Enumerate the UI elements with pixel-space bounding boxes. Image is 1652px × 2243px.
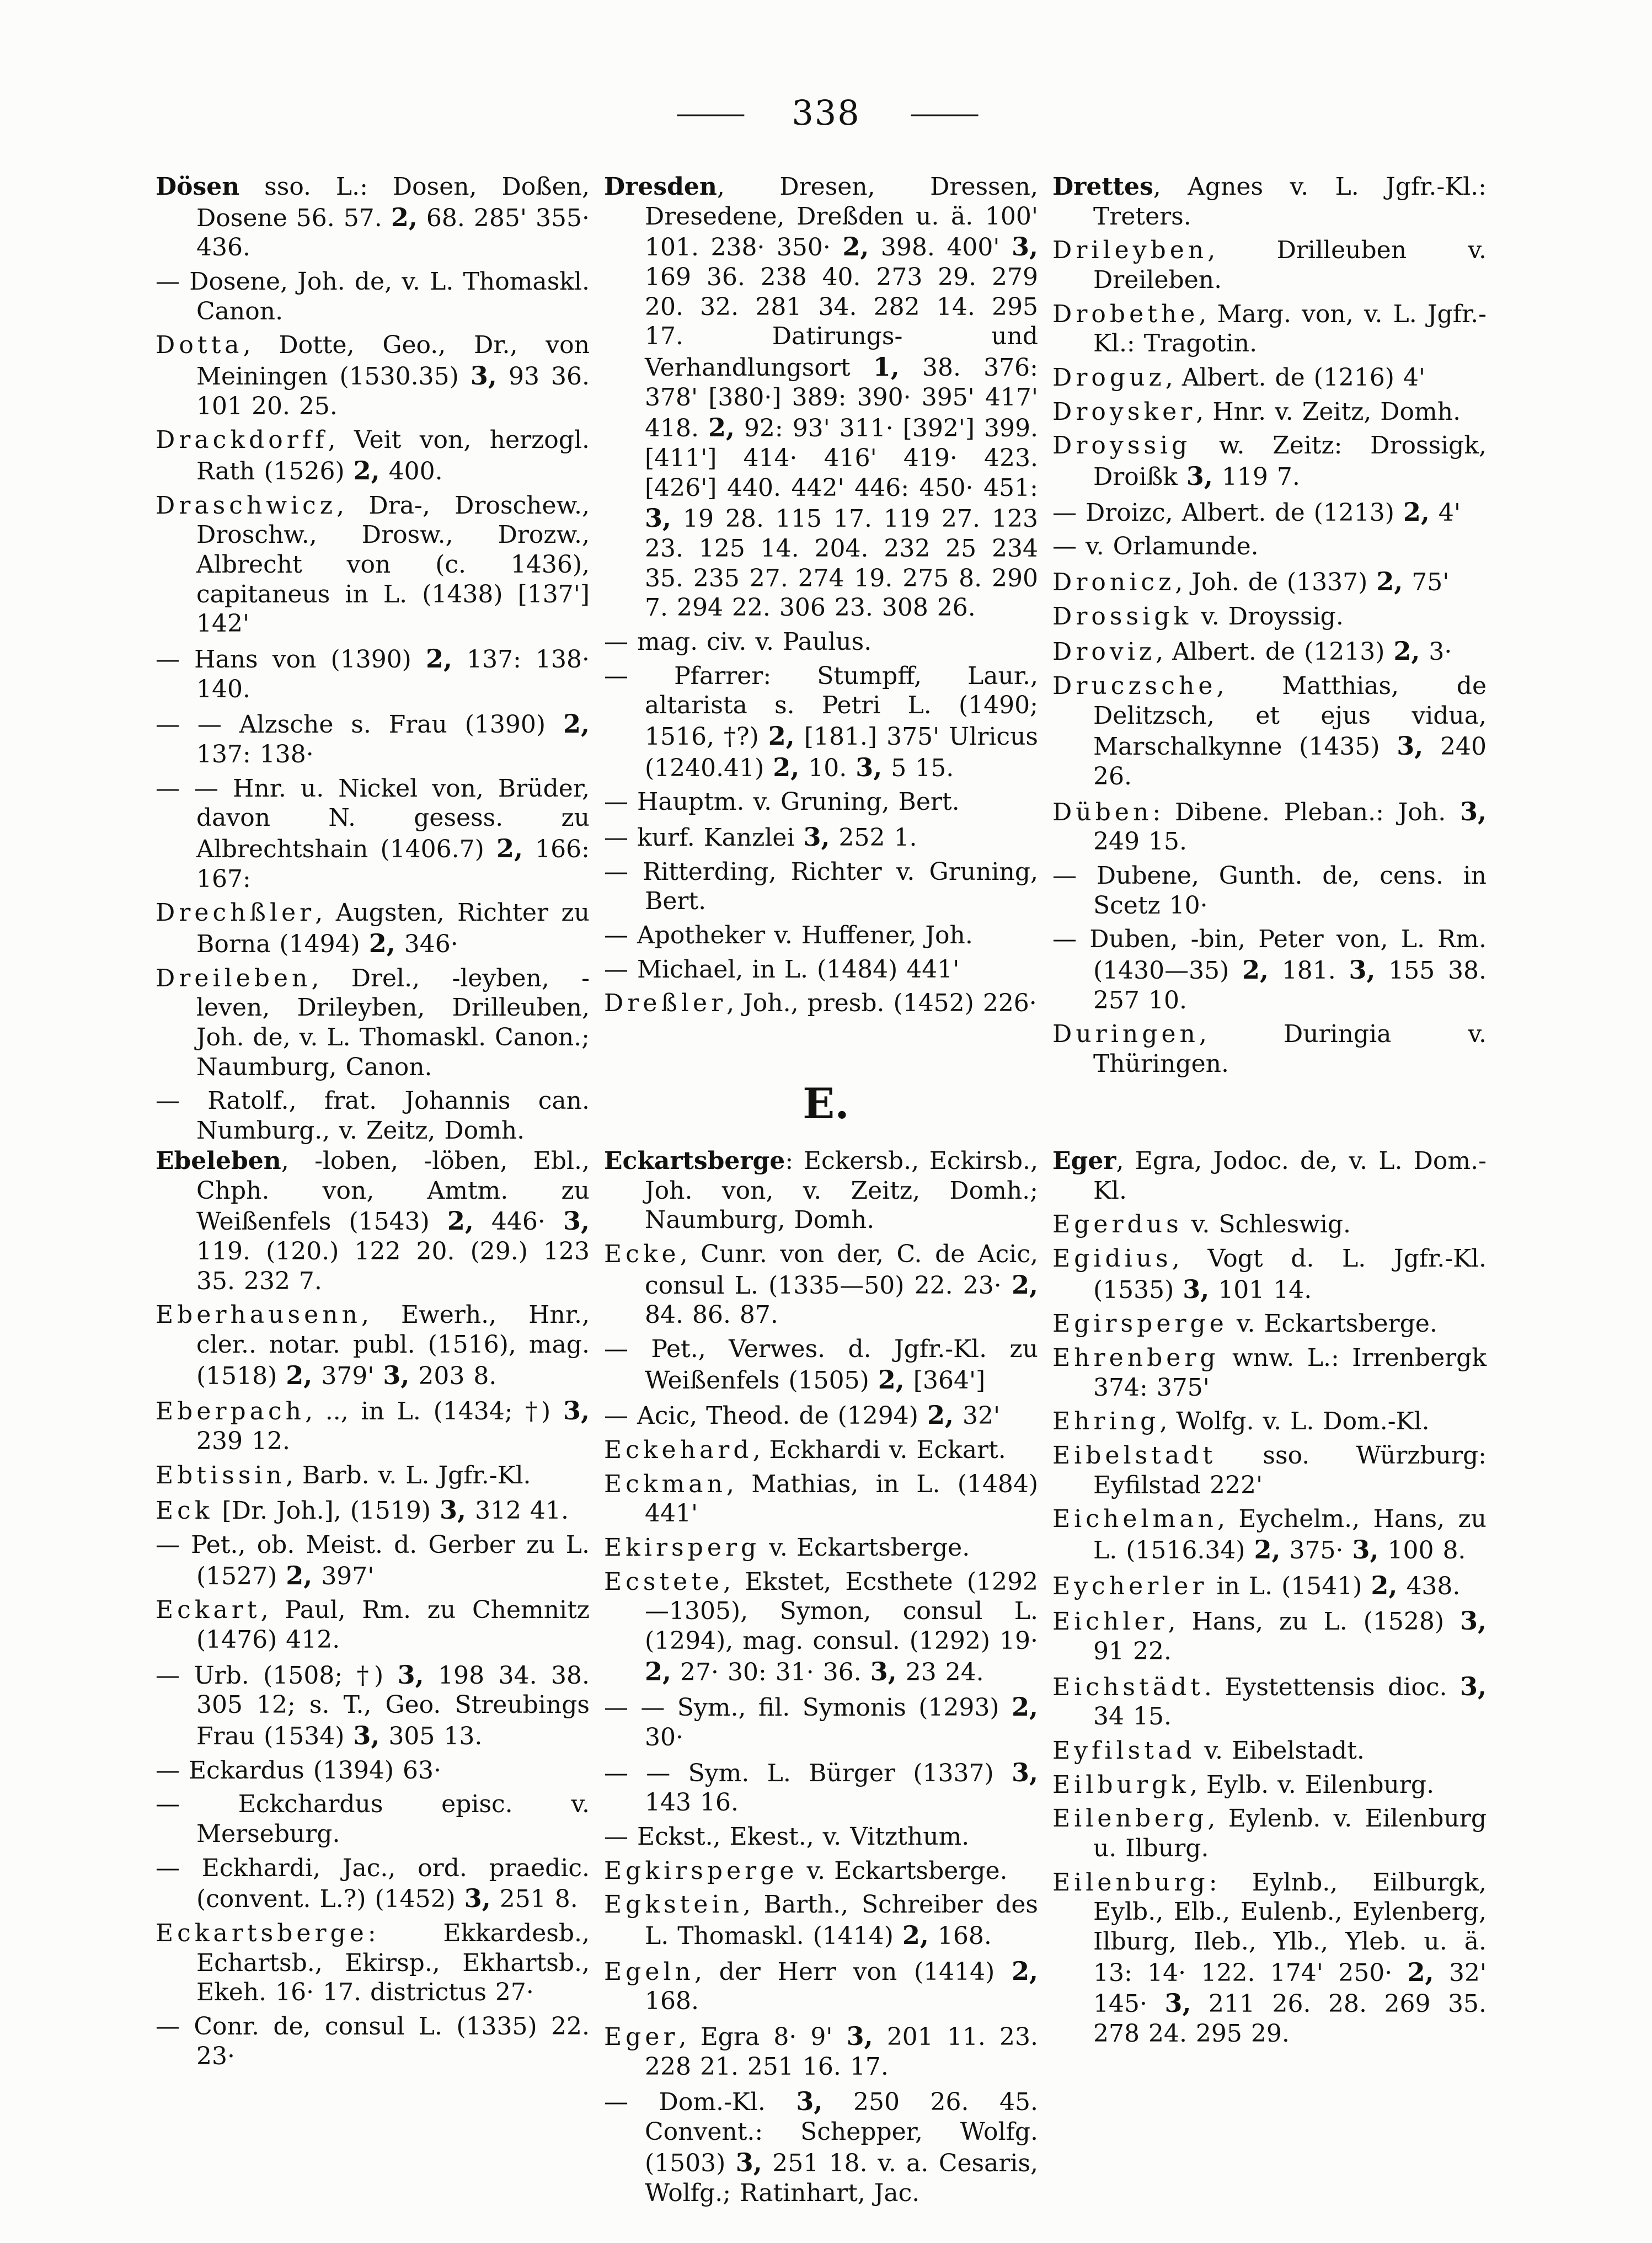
index-entry: [604, 1691, 1038, 1752]
index-entry: [1052, 566, 1487, 597]
entry-headword: Eckehard: [604, 1436, 753, 1465]
entry-headword: Droyssig: [1052, 431, 1191, 460]
entry-text: , Albert. de (1213) 2, 3·: [1156, 636, 1452, 666]
entry-text: , Wolfg. v. L. Dom.-Kl.: [1159, 1407, 1430, 1436]
entry-headword: Drettes: [1052, 173, 1153, 201]
entry-text: — Eckardus (1394) 63·: [156, 1756, 442, 1785]
entry-headword: Droviz: [1052, 638, 1156, 666]
entry-headword: Egkstein: [604, 1890, 743, 1919]
entry-text: — Duben, -bin, Peter von, L. Rm. (1430—35) 2, 181. 3, 155 38. 257 10.: [1052, 925, 1487, 1014]
index-entry: [156, 1461, 590, 1491]
index-entry: [604, 1956, 1038, 2016]
header-rule-right: ———: [910, 98, 976, 128]
page-header: [0, 93, 1652, 133]
entry-text: — — Sym., fil. Symonis (1293) 2, 30·: [604, 1692, 1038, 1752]
index-entry: [1052, 1570, 1487, 1601]
index-column-1: [156, 172, 590, 1150]
header-rule-left: ———: [676, 98, 742, 128]
index-entry: [1052, 397, 1487, 427]
index-entry: [604, 1856, 1038, 1886]
entry-text: , Mathias, in L. (1484) 441': [645, 1470, 1038, 1528]
index-entry: [156, 1756, 590, 1786]
index-entry: [604, 921, 1038, 950]
entry-text: , Egra, Jodoc. de, v. L. Dom.-Kl.: [1093, 1147, 1487, 1205]
entry-headword: Eckman: [604, 1470, 726, 1498]
entry-text: , Cunr. von der, C. de Acic, consul L. (1335—50) 22. 23· 2, 84. 86. 87.: [645, 1240, 1038, 1329]
entry-text: — Ratolf., frat. Johannis can. Numburg., v. Zeitz, Domh.: [156, 1087, 590, 1145]
index-entry: [604, 2021, 1038, 2081]
index-section-e: [156, 1146, 1487, 2212]
entry-headword: Ecke: [604, 1240, 680, 1269]
index-entry: [604, 989, 1038, 1018]
entry-text: , -loben, -löben, Ebl., Chph. von, Amtm. zu Weißenfels (1543) 2, 446· 3, 119. (120.) 122 20. (29.) 123 35. 232 7.: [196, 1147, 590, 1295]
index-entry: [1052, 925, 1487, 1015]
index-entry: [1052, 1019, 1487, 1078]
entry-text: , Joh., presb. (1452) 226·: [726, 989, 1037, 1018]
index-entry: [1052, 1146, 1487, 1205]
entry-headword: Eger: [1052, 1147, 1116, 1175]
index-entry: [1052, 1441, 1487, 1500]
entry-text: — Dosene, Joh. de, v. L. Thomaskl. Canon.: [156, 268, 590, 325]
entry-text: — Droizc, Albert. de (1213) 2, 4': [1052, 496, 1461, 527]
entry-headword: Eibelstadt: [1052, 1441, 1217, 1470]
entry-text: , Vogt d. L. Jgfr.-Kl. (1535) 3, 101 14.: [1093, 1245, 1487, 1304]
entry-text: , Hnr. v. Zeitz, Domh.: [1196, 397, 1461, 426]
index-entry: [604, 1334, 1038, 1395]
index-entry: [1052, 300, 1487, 359]
entry-text: : Eckersb., Eckirsb., Joh. von, v. Zeitz, Domh.; Naumburg, Domh.: [645, 1147, 1038, 1235]
entry-text: — Conr. de, consul L. (1335) 22. 23·: [156, 2012, 590, 2070]
index-entry: [1052, 1504, 1487, 1565]
section-heading-e: E.: [803, 1079, 849, 1128]
index-entry: [1052, 532, 1487, 562]
index-entry: [156, 2012, 590, 2071]
index-entry: [156, 643, 590, 704]
entry-text: v. Schleswig.: [1182, 1210, 1351, 1239]
index-entry: [604, 1146, 1038, 1235]
index-entry: [156, 774, 590, 894]
entry-text: , Dotte, Geo., Dr., von Meiningen (1530.35) 3, 93 36. 101 20. 25.: [196, 331, 590, 420]
index-entry: [604, 1533, 1038, 1563]
entry-headword: Drechßler: [156, 899, 316, 927]
index-entry: [156, 1530, 590, 1591]
index-entry: [1052, 635, 1487, 667]
index-entry: [156, 1595, 590, 1654]
entry-text: , Agnes v. L. Jgfr.-Kl.: Treters.: [1093, 173, 1487, 231]
entry-text: v. Eckartsberge.: [798, 1856, 1008, 1885]
entry-text: , Drel., -leyben, -leven, Drileyben, Drilleuben, Joh. de, v. L. Thomaskl. Canon.; Naumburg, Canon.: [196, 964, 590, 1081]
entry-text: [Dr. Joh.], (1519) 3, 312 41.: [213, 1495, 569, 1525]
entry-text: — kurf. Kanzlei 3, 252 1.: [604, 822, 917, 852]
entry-headword: Drileyben: [1052, 236, 1208, 265]
entry-headword: Ebeleben: [156, 1147, 281, 1175]
page-number: 338: [792, 93, 860, 133]
entry-text: , Joh. de (1337) 2, 75': [1175, 567, 1450, 597]
index-entry: [1052, 1244, 1487, 1305]
entry-headword: Droguz: [1052, 364, 1166, 392]
index-entry: [1052, 1605, 1487, 1666]
entry-text: — — Alzsche s. Frau (1390) 2, 137: 138·: [156, 709, 590, 769]
entry-text: w. Zeitz: Drossigk, Droißk 3, 119 7.: [1093, 431, 1487, 492]
entry-headword: Drobethe: [1052, 300, 1199, 328]
entry-text: , Veit von, herzogl. Rath (1526) 2, 400.: [196, 426, 590, 486]
entry-headword: Dotta: [156, 331, 243, 360]
index-entry: [604, 2086, 1038, 2208]
entry-text: . Eystettensis dioc. 3, 34 15.: [1093, 1671, 1487, 1731]
index-entry: [604, 1822, 1038, 1852]
entry-headword: Draschwicz: [156, 491, 337, 520]
index-entry: [1052, 1868, 1487, 2049]
entry-text: , Matthias, de Delitzsch, et ejus vidua, Marschalkynne (1435) 3, 240 26.: [1093, 672, 1487, 791]
entry-text: in L. (1541) 2, 438.: [1207, 1570, 1461, 1600]
entry-text: , Augsten, Richter zu Borna (1494) 2, 346·: [196, 899, 590, 959]
entry-text: — Apotheker v. Huffener, Joh.: [604, 921, 973, 950]
entry-text: v. Eibelstadt.: [1195, 1737, 1365, 1765]
index-entry: [1052, 172, 1487, 231]
index-section-d: [156, 172, 1487, 1150]
entry-text: — Acic, Theod. de (1294) 2, 32': [604, 1400, 1001, 1430]
entry-text: v. Eckartsberge.: [760, 1534, 970, 1562]
index-entry: [156, 964, 590, 1082]
entry-headword: Eichelman: [1052, 1505, 1217, 1534]
index-entry: [156, 491, 590, 639]
index-entry: [604, 1567, 1038, 1687]
entry-headword: Eckart: [156, 1596, 261, 1625]
entry-headword: Dreßler: [604, 989, 727, 1018]
entry-headword: Eyfilstad: [1052, 1737, 1196, 1765]
entry-headword: Eckartsberge: [156, 1919, 368, 1948]
entry-text: wnw. L.: Irrenbergk 374: 375': [1093, 1344, 1487, 1402]
index-entry: [604, 821, 1038, 853]
index-column-3: [1052, 172, 1487, 1150]
entry-headword: Ebtissin: [156, 1461, 286, 1489]
entry-text: : Dibene. Pleban.: Joh. 3, 249 15.: [1093, 796, 1487, 856]
index-entry: [604, 627, 1038, 657]
entry-text: — Eckst., Ekest., v. Vitzthum.: [604, 1823, 970, 1851]
index-entry: [156, 172, 590, 263]
entry-headword: Drackdorff: [156, 426, 328, 455]
entry-headword: Egerdus: [1052, 1210, 1183, 1239]
entry-headword: Ekirsperg: [604, 1534, 761, 1562]
entry-text: , Eckhardi v. Eckart.: [752, 1436, 1006, 1465]
index-entry: [1052, 602, 1487, 632]
index-entry: [604, 1890, 1038, 1951]
entry-text: — — Hnr. u. Nickel von, Brüder, davon N. gesess. zu Albrechtshain (1406.7) 2, 166: 167:: [156, 774, 590, 893]
index-entry: [604, 172, 1038, 623]
index-entry: [156, 1790, 590, 1849]
entry-text: v. Eckartsberge.: [1227, 1310, 1437, 1338]
entry-text: — Pet., Verwes. d. Jgfr.-Kl. zu Weißenfels (1505) 2, [364']: [604, 1335, 1038, 1395]
entry-headword: Eilenburg: [1052, 1868, 1209, 1897]
index-entry: [156, 1659, 590, 1751]
entry-text: , Hans, zu L. (1528) 3, 91 22.: [1093, 1606, 1487, 1666]
index-entry: [1052, 796, 1487, 857]
entry-headword: Eycherler: [1052, 1572, 1208, 1600]
index-entry: [1052, 671, 1487, 792]
index-entry: [1052, 861, 1487, 920]
entry-headword: Eichstädt: [1052, 1673, 1204, 1701]
entry-text: , .., in L. (1434; †) 3, 239 12.: [196, 1396, 590, 1456]
index-entry: [156, 898, 590, 959]
index-entry: [156, 267, 590, 326]
index-column-1: [156, 1146, 590, 2212]
entry-headword: Eckartsberge: [604, 1147, 785, 1175]
entry-text: , Eychelm., Hans, zu L. (1516.34) 2, 375· 3, 100 8.: [1093, 1505, 1487, 1565]
index-entry: [1052, 236, 1487, 295]
entry-headword: Ehrenberg: [1052, 1344, 1220, 1372]
entry-text: — Dubene, Gunth. de, cens. in Scetz 10·: [1052, 862, 1487, 920]
entry-text: : Eylnb., Eilburgk, Eylb., Elb., Eulenb., Eylenberg, Ilburg, Ileb., Ylb., Yleb. u. ä. 13: 14· 122. 174' 250· 2, 32' 145· 3, 211 26. 28. 269 35. 278 24. 295 29.: [1093, 1868, 1487, 2048]
entry-text: — Eckchardus episc. v. Merseburg.: [156, 1790, 590, 1849]
entry-text: , Egra 8· 9' 3, 201 11. 23. 228 21. 251 16. 17.: [645, 2021, 1038, 2081]
index-entry: [1052, 431, 1487, 492]
index-entry: [1052, 1407, 1487, 1436]
index-entry: [1052, 1804, 1487, 1863]
index-entry: [604, 661, 1038, 783]
entry-headword: Ecstete: [604, 1567, 724, 1596]
entry-text: — Ritterding, Richter v. Gruning, Bert.: [604, 857, 1038, 916]
entry-headword: Eilburgk: [1052, 1770, 1190, 1799]
index-entry: [604, 787, 1038, 817]
index-entry: [156, 708, 590, 769]
entry-text: — Hauptm. v. Gruning, Bert.: [604, 788, 960, 816]
index-column-2: [604, 172, 1038, 1150]
index-column-2: [604, 1146, 1038, 2212]
index-entry: [1052, 1210, 1487, 1240]
entry-text: , Marg. von, v. L. Jgfr.-Kl.: Tragotin.: [1093, 300, 1487, 358]
index-entry: [156, 1494, 590, 1526]
entry-headword: Droysker: [1052, 397, 1196, 426]
index-entry: [604, 955, 1038, 985]
entry-text: , Duringia v. Thüringen.: [1093, 1020, 1487, 1078]
entry-text: , Dra-, Droschew., Droschw., Drosw., Drozw., Albrecht von (c. 1436), capitaneus in L. (1438) [137'] 142': [196, 491, 590, 638]
entry-text: : Ekkardesb., Echartsb., Ekirsp., Ekhartsb., Ekeh. 16· 17. districtus 27·: [196, 1919, 590, 2007]
entry-text: — Hans von (1390) 2, 137: 138· 140.: [156, 644, 590, 703]
entry-text: , Barth., Schreiber des L. Thomaskl. (1414) 2, 168.: [645, 1890, 1038, 1951]
entry-text: sso. L.: Dosen, Doßen, Dosene 56. 57. 2, 68. 285' 355· 436.: [196, 173, 590, 262]
index-entry: [604, 1757, 1038, 1818]
index-entry: [604, 1470, 1038, 1529]
entry-text: , Dresen, Dressen, Dresedene, Dreßden u. ä. 100' 101. 238· 350· 2, 398. 400' 3, 169 36. 238 40. 273 29. 279 20. 32. 281 34. 282 14. 295 17. Datirungs- und Verhandlungsort 1, 38. 376: 378' [380·] 389: 390· 395' 417' 418. 2, 92: 93' 311· [392'] 399. [411'] 414· 416' 419· 423. [426'] 440. 442' 446: 450· 451: 3, 19 28. 115 17. 119 27. 123 23. 125 14. 204. 232 25 234 35. 235 27. 274 19. 275 8. 290 7. 294 22. 306 23. 308 26.: [645, 173, 1038, 622]
entry-headword: Druczsche: [1052, 672, 1217, 701]
index-entry: [156, 1146, 590, 1296]
entry-headword: Drossigk: [1052, 602, 1193, 631]
entry-text: — Michael, in L. (1484) 441': [604, 955, 960, 984]
entry-headword: Eberpach: [156, 1397, 306, 1426]
entry-headword: Dösen: [156, 173, 240, 201]
index-entry: [1052, 1671, 1487, 1732]
entry-text: — Urb. (1508; †) 3, 198 34. 38. 305 12; s. T., Geo. Streubings Frau (1534) 3, 305 13.: [156, 1659, 590, 1751]
entry-headword: Dreileben: [156, 964, 312, 992]
index-entry: [1052, 1770, 1487, 1800]
entry-headword: Egidius: [1052, 1245, 1172, 1273]
index-entry: [156, 1300, 590, 1391]
entry-text: , Ekstet, Ecsthete (1292—1305), Symon, consul L. (1294), mag. consul. (1292) 19· 2, 27· 30: 31· 36. 3, 23 24.: [645, 1567, 1038, 1686]
index-entry: [604, 1240, 1038, 1330]
entry-text: , der Herr von (1414) 2, 168.: [645, 1956, 1038, 2016]
index-entry: [1052, 496, 1487, 528]
entry-headword: Dresden: [604, 173, 717, 201]
entry-headword: Eck: [156, 1497, 213, 1525]
index-entry: [604, 857, 1038, 916]
entry-text: , Eylb. v. Eilenburg.: [1189, 1770, 1435, 1799]
entry-text: , Barb. v. L. Jgfr.-Kl.: [285, 1461, 531, 1489]
entry-text: — — Sym. L. Bürger (1337) 3, 143 16.: [604, 1757, 1038, 1817]
entry-headword: Eberhausenn: [156, 1301, 362, 1329]
index-entry: [604, 1400, 1038, 1431]
index-entry: [156, 330, 590, 421]
entry-headword: Eichler: [1052, 1608, 1168, 1636]
index-entry: [1052, 363, 1487, 393]
index-entry: [156, 1395, 590, 1456]
entry-headword: Eilenberg: [1052, 1804, 1208, 1833]
entry-headword: Düben: [1052, 798, 1153, 826]
entry-text: , Drilleuben v. Dreileben.: [1093, 236, 1487, 295]
index-entry: [604, 1435, 1038, 1465]
entry-text: , Paul, Rm. zu Chemnitz (1476) 412.: [196, 1596, 590, 1654]
entry-text: sso. Würzburg: Eyfilstad 222': [1093, 1441, 1487, 1499]
index-entry: [156, 1854, 590, 1914]
entry-text: v. Droyssig.: [1192, 602, 1344, 631]
index-entry: [1052, 1343, 1487, 1402]
index-column-3: [1052, 1146, 1487, 2212]
entry-text: , Ewerh., Hnr., cler.. notar. publ. (1516), mag. (1518) 2, 379' 3, 203 8.: [196, 1301, 590, 1390]
index-entry: [156, 425, 590, 486]
entry-text: , Albert. de (1216) 4': [1165, 364, 1426, 392]
entry-text: — Dom.-Kl. 3, 250 26. 45. Convent.: Schepper, Wolfg. (1503) 3, 251 18. v. a. Cesaris, Wolfg.; Ratinhart, Jac.: [604, 2086, 1039, 2207]
index-entry: [1052, 1309, 1487, 1339]
entry-headword: Eger: [604, 2023, 679, 2052]
index-entry: [1052, 1736, 1487, 1766]
entry-text: — mag. civ. v. Paulus.: [604, 628, 872, 656]
index-entry: [156, 1919, 590, 2007]
entry-headword: Egeln: [604, 1957, 694, 1986]
entry-text: , Eylenb. v. Eilenburg u. Ilburg.: [1093, 1804, 1487, 1863]
entry-headword: Ehring: [1052, 1407, 1160, 1436]
entry-headword: Duringen: [1052, 1020, 1199, 1049]
entry-headword: Egirsperge: [1052, 1310, 1228, 1338]
entry-text: — Pet., ob. Meist. d. Gerber zu L. (1527) 2, 397': [156, 1531, 590, 1590]
entry-text: — Pfarrer: Stumpff, Laur., altarista s. Petri L. (1490; 1516, †?) 2, [181.] 375' Ulricus (1240.41) 2, 10. 3, 5 15.: [604, 661, 1038, 782]
entry-text: — Eckhardi, Jac., ord. praedic. (convent. L.?) (1452) 3, 251 8.: [156, 1854, 590, 1914]
entry-headword: Dronicz: [1052, 568, 1175, 597]
entry-text: — v. Orlamunde.: [1052, 532, 1259, 561]
entry-headword: Egkirsperge: [604, 1856, 798, 1885]
